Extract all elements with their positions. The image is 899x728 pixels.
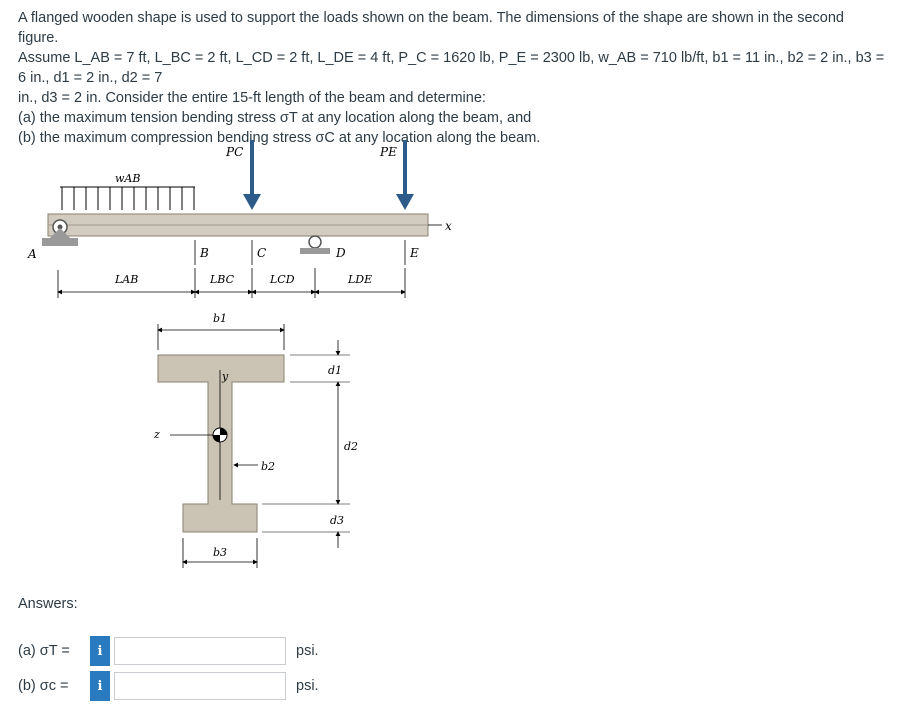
x-axis-label: x — [445, 219, 452, 233]
problem-statement — [18, 8, 888, 148]
point-c-label: C — [257, 246, 267, 260]
roller-support-d — [300, 236, 330, 254]
answer-b-label: (b) σc = — [18, 678, 69, 694]
problem-line-5: (b) the maximum compression bending stress σC at any location along the beam. — [18, 130, 541, 146]
info-icon[interactable]: i — [90, 671, 110, 701]
info-icon[interactable]: i — [90, 636, 110, 666]
answer-row-b — [18, 671, 319, 701]
point-load-pc-arrow — [243, 140, 261, 210]
l-de-label: LDE — [348, 273, 373, 286]
answers-heading: Answers: — [18, 596, 78, 612]
answer-b-input[interactable] — [114, 672, 286, 700]
d3-label: d3 — [330, 514, 345, 527]
problem-line-1: A flanged wooden shape is used to support the loads shown on the beam. The dimensions of the shape are shown in the second figure. — [18, 10, 844, 46]
l-ab-label: LAB — [115, 273, 139, 286]
b1-label: b1 — [213, 312, 228, 325]
y-axis-label: y — [222, 370, 229, 383]
d2-label: d2 — [344, 440, 359, 453]
point-a-label: A — [28, 247, 37, 261]
l-bc-label: LBC — [210, 273, 235, 286]
d1-label: d1 — [328, 364, 343, 377]
distributed-load — [60, 187, 195, 210]
section-figure — [140, 310, 380, 570]
b3-label: b3 — [213, 546, 228, 559]
pc-label: PC — [226, 145, 244, 159]
z-axis-label: z — [154, 428, 160, 441]
pe-label: PE — [380, 145, 397, 159]
answer-a-label: (a) σT = — [18, 643, 70, 659]
problem-line-4: (a) the maximum tension bending stress σT at any location along the beam, and — [18, 110, 532, 126]
i-section — [158, 355, 284, 532]
b2-label: b2 — [261, 460, 276, 473]
answer-a-input[interactable] — [114, 637, 286, 665]
answer-a-unit: psi. — [296, 643, 319, 659]
point-load-pe-arrow — [396, 140, 414, 210]
centroid-icon — [213, 428, 227, 442]
problem-line-2: Assume L_AB = 7 ft, L_BC = 2 ft, L_CD = 2 ft, L_DE = 4 ft, P_C = 1620 lb, P_E = 2300 lb, w_AB = 710 lb/ft, b1 = 11 in., b2 = 2 in., b3 = 6 in., d1 = 2 in., d2 = 7 — [18, 50, 885, 86]
point-d-label: D — [336, 246, 346, 260]
problem-line-3: in., d3 = 2 in. Consider the entire 15-ft length of the beam and determine: — [18, 90, 486, 106]
answer-row-a — [18, 636, 319, 666]
w-ab-label: wAB — [115, 172, 141, 185]
point-b-label: B — [200, 246, 209, 260]
l-cd-label: LCD — [270, 273, 295, 286]
point-e-label: E — [410, 246, 419, 260]
answer-b-unit: psi. — [296, 678, 319, 694]
